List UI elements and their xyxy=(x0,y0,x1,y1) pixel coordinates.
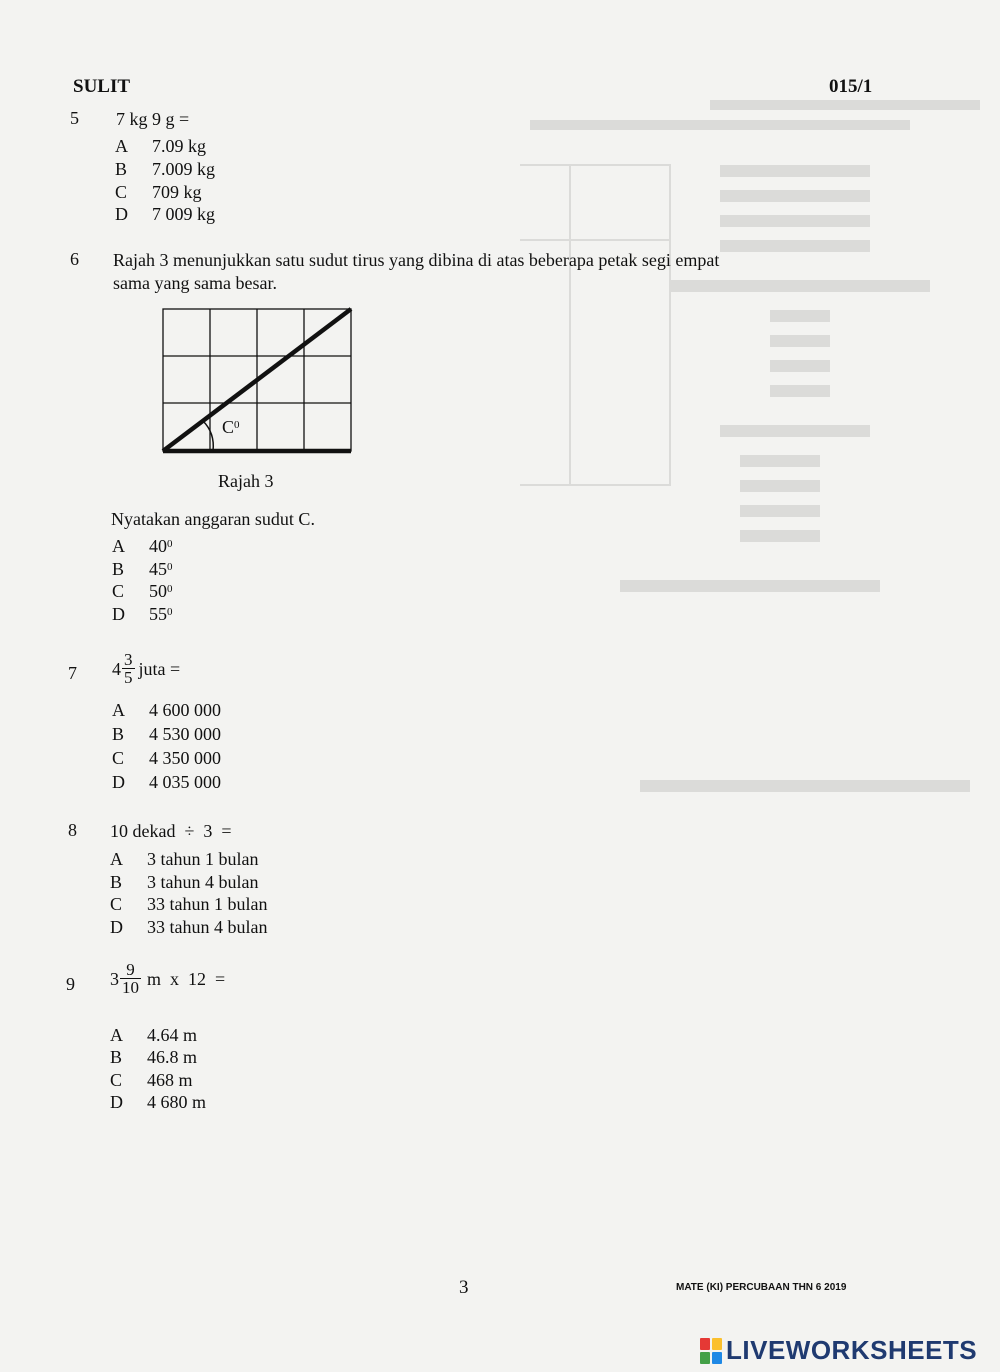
q6-option-d[interactable] xyxy=(112,603,173,626)
q5-option-b[interactable] xyxy=(115,158,215,181)
q7-denominator: 5 xyxy=(124,668,133,687)
option-letter: A xyxy=(112,536,125,556)
q8-number: 8 xyxy=(68,820,77,840)
option-text: 4 350 000 xyxy=(149,748,221,768)
q7-whole: 4 xyxy=(112,658,121,679)
option-text: 7.09 kg xyxy=(152,136,206,156)
q8-option-a[interactable] xyxy=(110,848,258,871)
q6-number: 6 xyxy=(70,249,79,269)
option-letter: C xyxy=(110,1070,123,1090)
option-text: 4 530 000 xyxy=(149,724,221,744)
q9-option-b[interactable] xyxy=(110,1046,197,1069)
liveworksheets-logo xyxy=(700,1335,977,1366)
option-letter: B xyxy=(110,872,123,892)
degree-sup: 0 xyxy=(167,606,173,618)
q9-option-c[interactable] xyxy=(110,1069,193,1092)
option-text: 50 xyxy=(149,581,167,601)
q7-option-b[interactable] xyxy=(112,723,221,746)
q9-stem xyxy=(110,961,225,996)
q5-option-d[interactable] xyxy=(115,203,215,226)
q7-stem xyxy=(112,651,180,686)
q8-option-d[interactable] xyxy=(110,916,267,939)
option-text: 4 035 000 xyxy=(149,772,221,792)
q7-suffix: juta = xyxy=(138,658,181,679)
angle-letter: C xyxy=(222,417,235,437)
option-letter: D xyxy=(112,772,125,792)
q9-option-d[interactable] xyxy=(110,1091,206,1114)
option-letter: A xyxy=(115,136,128,156)
option-text: 709 kg xyxy=(152,182,202,202)
option-text: 7.009 kg xyxy=(152,159,215,179)
option-letter: C xyxy=(112,581,125,601)
option-letter: B xyxy=(110,1047,123,1067)
q9-suffix: m x 12 = xyxy=(147,968,226,989)
q6-option-c[interactable] xyxy=(112,580,173,603)
option-letter: C xyxy=(112,748,125,768)
bleed-through-background xyxy=(520,90,1000,1140)
option-text: 55 xyxy=(149,604,167,624)
option-letter: D xyxy=(110,917,123,937)
q9-fraction xyxy=(120,961,141,996)
header-right: 015/1 xyxy=(829,76,873,97)
option-letter: D xyxy=(112,604,125,624)
option-text: 40 xyxy=(149,536,167,556)
option-letter: B xyxy=(112,724,125,744)
option-letter: D xyxy=(110,1092,123,1112)
q7-option-a[interactable] xyxy=(112,699,221,722)
option-text: 46.8 m xyxy=(147,1047,198,1067)
option-letter: B xyxy=(115,159,128,179)
degree-sup: 0 xyxy=(167,583,173,595)
q9-numerator: 9 xyxy=(120,961,141,979)
q5-option-c[interactable] xyxy=(115,181,202,204)
option-text: 4 680 m xyxy=(147,1092,207,1112)
q7-option-d[interactable] xyxy=(112,771,221,794)
option-letter: B xyxy=(112,559,125,579)
q6-option-b[interactable] xyxy=(112,558,173,581)
q9-number: 9 xyxy=(66,974,75,994)
q8-stem: 10 dekad ÷ 3 = xyxy=(110,821,232,841)
liveworksheets-wordmark: LIVEWORKSHEETS xyxy=(726,1335,978,1365)
option-text: 33 tahun 1 bulan xyxy=(147,894,268,914)
option-text: 7 009 kg xyxy=(152,204,215,224)
footer-exam-code: MATE (KI) PERCUBAAN THN 6 2019 xyxy=(676,1282,847,1293)
q8-option-b[interactable] xyxy=(110,871,258,894)
q7-fraction xyxy=(122,651,135,686)
angle-label xyxy=(222,416,240,438)
option-letter: A xyxy=(110,1025,123,1045)
liveworksheets-icon xyxy=(700,1338,722,1364)
q5-option-a[interactable] xyxy=(115,135,206,158)
q6-option-a[interactable] xyxy=(112,535,173,558)
q5-number: 5 xyxy=(70,108,79,128)
q6-question: Nyatakan anggaran sudut C. xyxy=(111,509,315,529)
q5-stem: 7 kg 9 g = xyxy=(116,109,190,129)
angle-degree: 0 xyxy=(234,419,240,431)
option-text: 468 m xyxy=(147,1070,193,1090)
figure-caption: Rajah 3 xyxy=(218,471,274,491)
option-letter: C xyxy=(115,182,128,202)
option-text: 3 tahun 4 bulan xyxy=(147,872,259,892)
q7-number: 7 xyxy=(68,663,77,683)
option-letter: A xyxy=(110,849,123,869)
q9-denominator: 10 xyxy=(122,978,139,997)
option-letter: C xyxy=(110,894,123,914)
angle-grid-figure xyxy=(155,303,365,463)
option-letter: A xyxy=(112,700,125,720)
degree-sup: 0 xyxy=(167,538,173,550)
q7-option-c[interactable] xyxy=(112,747,221,770)
q6-stem-line-1: Rajah 3 menunjukkan satu sudut tirus yang dibina di atas beberapa petak segi empat xyxy=(113,250,720,270)
option-text: 4.64 m xyxy=(147,1025,198,1045)
page-number: 3 xyxy=(459,1277,469,1298)
degree-sup: 0 xyxy=(167,561,173,573)
q8-option-c[interactable] xyxy=(110,893,267,916)
q9-whole: 3 xyxy=(110,968,119,989)
option-text: 33 tahun 4 bulan xyxy=(147,917,268,937)
q6-stem-line-2: sama yang sama besar. xyxy=(113,273,277,293)
q7-numerator: 3 xyxy=(124,650,133,669)
option-text: 4 600 000 xyxy=(149,700,221,720)
option-text: 45 xyxy=(149,559,167,579)
header-left: SULIT xyxy=(73,76,131,97)
option-letter: D xyxy=(115,204,128,224)
option-text: 3 tahun 1 bulan xyxy=(147,849,259,869)
q9-option-a[interactable] xyxy=(110,1024,197,1047)
